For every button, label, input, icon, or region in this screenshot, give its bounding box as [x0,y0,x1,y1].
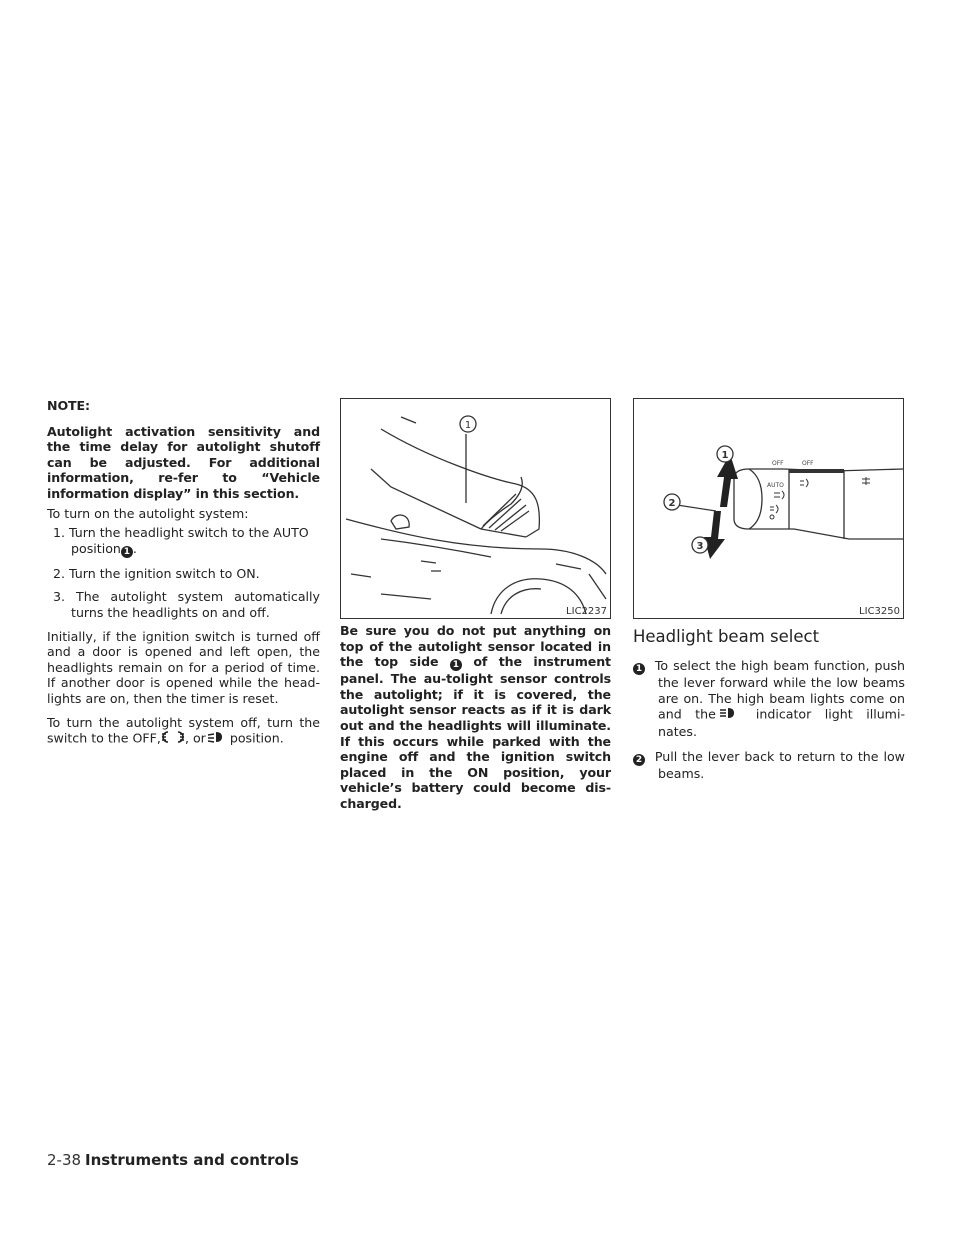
chapter-title: Instruments and controls [85,1151,299,1169]
paragraph-timer: Initially, if the ignition switch is turned off and a door is opened and left open, the headlights remain on for a period of time. If another door is opened while the head-lights are on, then the timer is reset. [47,628,320,706]
note-body: Autolight activation sensitivity and the time delay for autolight shutoff can be adjusted. For additional information, re-fer to “Vehicle information display” in this section. [47,423,320,501]
switch-label-auto: AUTO [767,482,784,489]
figure-code: LIC3250 [859,606,900,617]
beam-item-1: 1 To select the high beam function, push the lever forward while the low beams are on. The high beam lights come on and the indicator light illumi-nates. [633,658,905,739]
step-3: 3. The autolight system automatically turns the headlights on and off. [53,589,320,620]
figure-callout-1: 1 [464,420,472,431]
dashboard-illustration [341,399,611,619]
switch-label-off-2: OFF [802,460,814,467]
figure-callout-1: 1 [721,450,729,461]
warning-text: Be sure you do not put anything on top of the autolight sensor located in the top side 1 of the instrument panel. The au-tolight sensor controls the autolight; if it is covered, the autolight sensor reacts as if it is dark out and the headlights will illuminate. If this occurs while parked with the engine off and the ignition switch placed in the ON position, your vehicle’s battery could become dis-charged. [340,623,611,811]
figure-autolight-sensor [340,398,611,619]
callout-badge: 2 [633,754,645,766]
high-beam-icon [716,706,756,724]
column-right [633,398,905,782]
page-number: 2-38 [47,1151,82,1169]
note-label: NOTE: [47,398,90,413]
figure-code: LIC2237 [566,606,607,617]
column-left [47,398,320,748]
figure-callout-2: 2 [668,498,676,509]
section-heading: Headlight beam select [633,627,820,646]
callout-badge: 1 [450,659,462,671]
figure-headlight-lever [633,398,904,619]
step-2: 2. Turn the ignition switch to ON. [53,565,260,581]
beam-item-2: 2 Pull the lever back to return to the low beams. [633,749,905,782]
headlight-icon [206,730,226,748]
paragraph-off: To turn the autolight system off, turn the switch to the OFF, , or position. [47,715,320,748]
page-footer [47,1151,299,1169]
switch-label-off-1: OFF [772,460,784,467]
lever-illustration [634,399,904,619]
figure-callout-3: 3 [696,541,704,552]
column-middle [340,398,611,812]
parking-light-icon [161,730,185,748]
intro-text: To turn on the autolight system: [47,505,249,521]
step-1: 1. Turn the headlight switch to the AUTO position 1 . [53,525,309,557]
callout-badge: 1 [633,663,645,675]
callout-badge: 1 [121,546,133,558]
